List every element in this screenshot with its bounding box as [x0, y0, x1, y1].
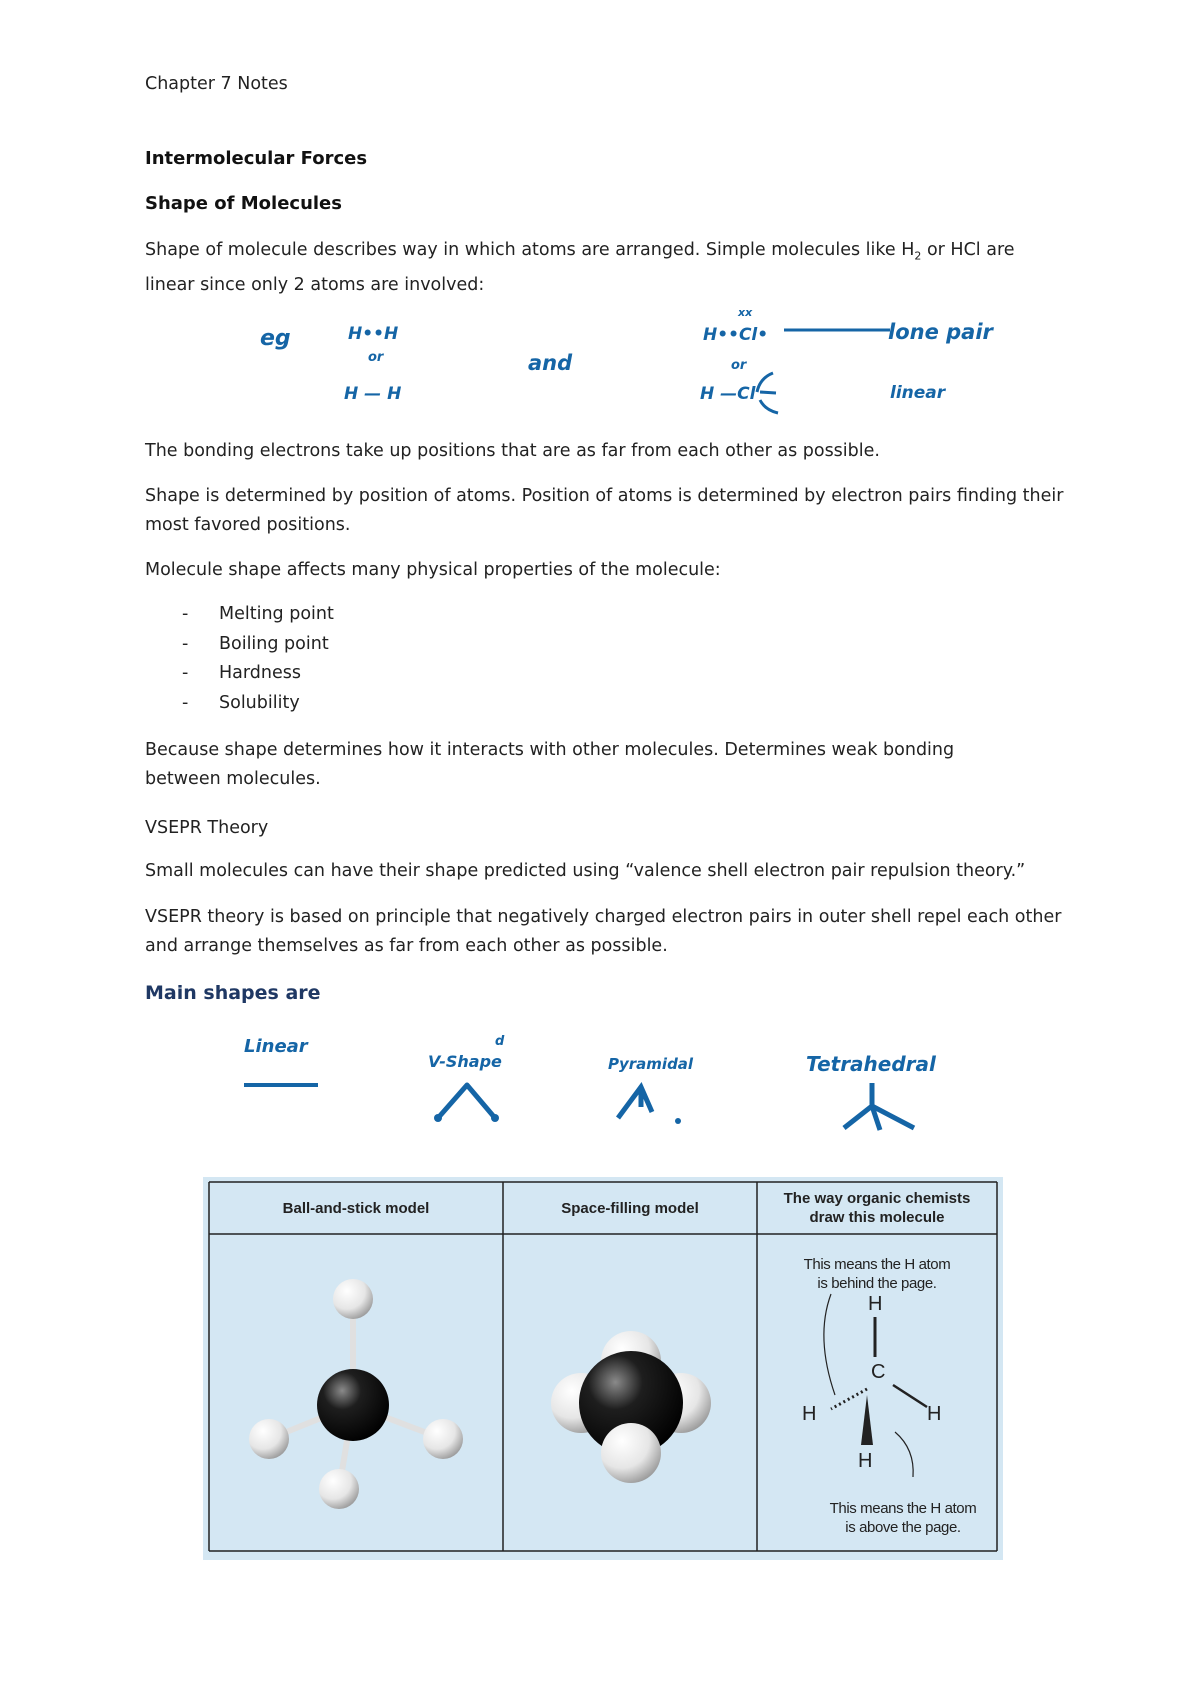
hw-eg: eg [260, 326, 291, 351]
space-filling-model [551, 1331, 711, 1483]
hw-or-1: or [368, 350, 384, 365]
hw-h2-line: H — H [344, 384, 402, 404]
hw-shape-linear: Linear [244, 1036, 308, 1057]
shape-paragraph-4: Molecule shape affects many physical properties of the molecule: [145, 560, 721, 580]
list-item: - Hardness [145, 659, 334, 689]
column-header-organic [757, 1189, 997, 1227]
vsepr-paragraph-2: VSEPR theory is based on principle that negatively charged electron pairs in outer shell repel each other and arrange themselves as far from each other as possible. [145, 907, 1062, 956]
hw-shape-vshape: V-Shape [428, 1052, 502, 1071]
note-bottom-line1: This means the H atom [829, 1500, 977, 1517]
column-header-ball-and-stick: Ball-and-stick model [282, 1200, 430, 1217]
shape-paragraph-5: Because shape determines how it interacts with other molecules. Determines weak bonding between molecules. [145, 740, 955, 789]
vsepr-paragraph-1: Small molecules can have their shape predicted using “valence shell electron pair repulsion theory.” [145, 861, 1026, 881]
page-header: Chapter 7 Notes [145, 74, 288, 94]
hw-or-2: or [731, 358, 747, 373]
section-title: Intermolecular Forces [145, 148, 368, 169]
atom-h-left: H [802, 1403, 817, 1425]
p1-text-after: or HCl are [921, 240, 1015, 260]
hw-shape-d: d [495, 1034, 505, 1049]
list-item: - Melting point [145, 600, 334, 630]
hw-shape-tetrahedral: Tetrahedral [806, 1052, 936, 1076]
shape-heading: Shape of Molecules [145, 193, 342, 214]
atom-c: C [871, 1361, 886, 1383]
hw-hcl-dots: H••Cl• [703, 325, 769, 345]
hw-h2-dots: H••H [348, 324, 399, 344]
hw-shape-pyramidal: Pyramidal [608, 1055, 694, 1073]
list-item: - Solubility [145, 689, 334, 719]
col3-line2: draw this molecule [809, 1209, 945, 1226]
p1-line2: linear since only 2 atoms are involved: [145, 274, 485, 295]
atom-h-bottom: H [858, 1450, 873, 1472]
vsepr-title: VSEPR Theory [145, 818, 269, 838]
p1-subscript: 2 [914, 249, 922, 263]
hw-lone-pair: lone pair [888, 320, 993, 344]
hw-xx: xx [738, 306, 753, 319]
column-header-space-filling: Space-filling model [561, 1200, 699, 1217]
note-above-page [803, 1499, 1003, 1537]
structural-formula [824, 1294, 927, 1477]
note-behind-page [777, 1255, 977, 1293]
atom-h-right: H [927, 1403, 942, 1425]
atom-h-top: H [868, 1293, 883, 1315]
col3-line1: The way organic chemists [783, 1190, 971, 1207]
note-bottom-line2: is above the page. [845, 1519, 961, 1536]
methane-figure [203, 1177, 1003, 1560]
hw-hcl-line: H —Cl [700, 384, 756, 404]
note-top-line1: This means the H atom [803, 1256, 951, 1273]
hw-and: and [528, 351, 573, 375]
note-top-line2: is behind the page. [817, 1275, 937, 1292]
p1-text: Shape of molecule describes way in which atoms are arranged. Simple molecules like H [145, 240, 915, 260]
shape-paragraph-3: Shape is determined by position of atoms. Position of atoms is determined by electron pairs finding their most favored positions. [145, 486, 1064, 535]
main-shapes-heading: Main shapes are [145, 982, 321, 1004]
list-item: - Boiling point [145, 630, 334, 660]
shape-paragraph-2: The bonding electrons take up positions that are as far from each other as possible. [145, 441, 880, 461]
hw-linear: linear [890, 383, 946, 403]
ball-and-stick-model [249, 1279, 463, 1509]
